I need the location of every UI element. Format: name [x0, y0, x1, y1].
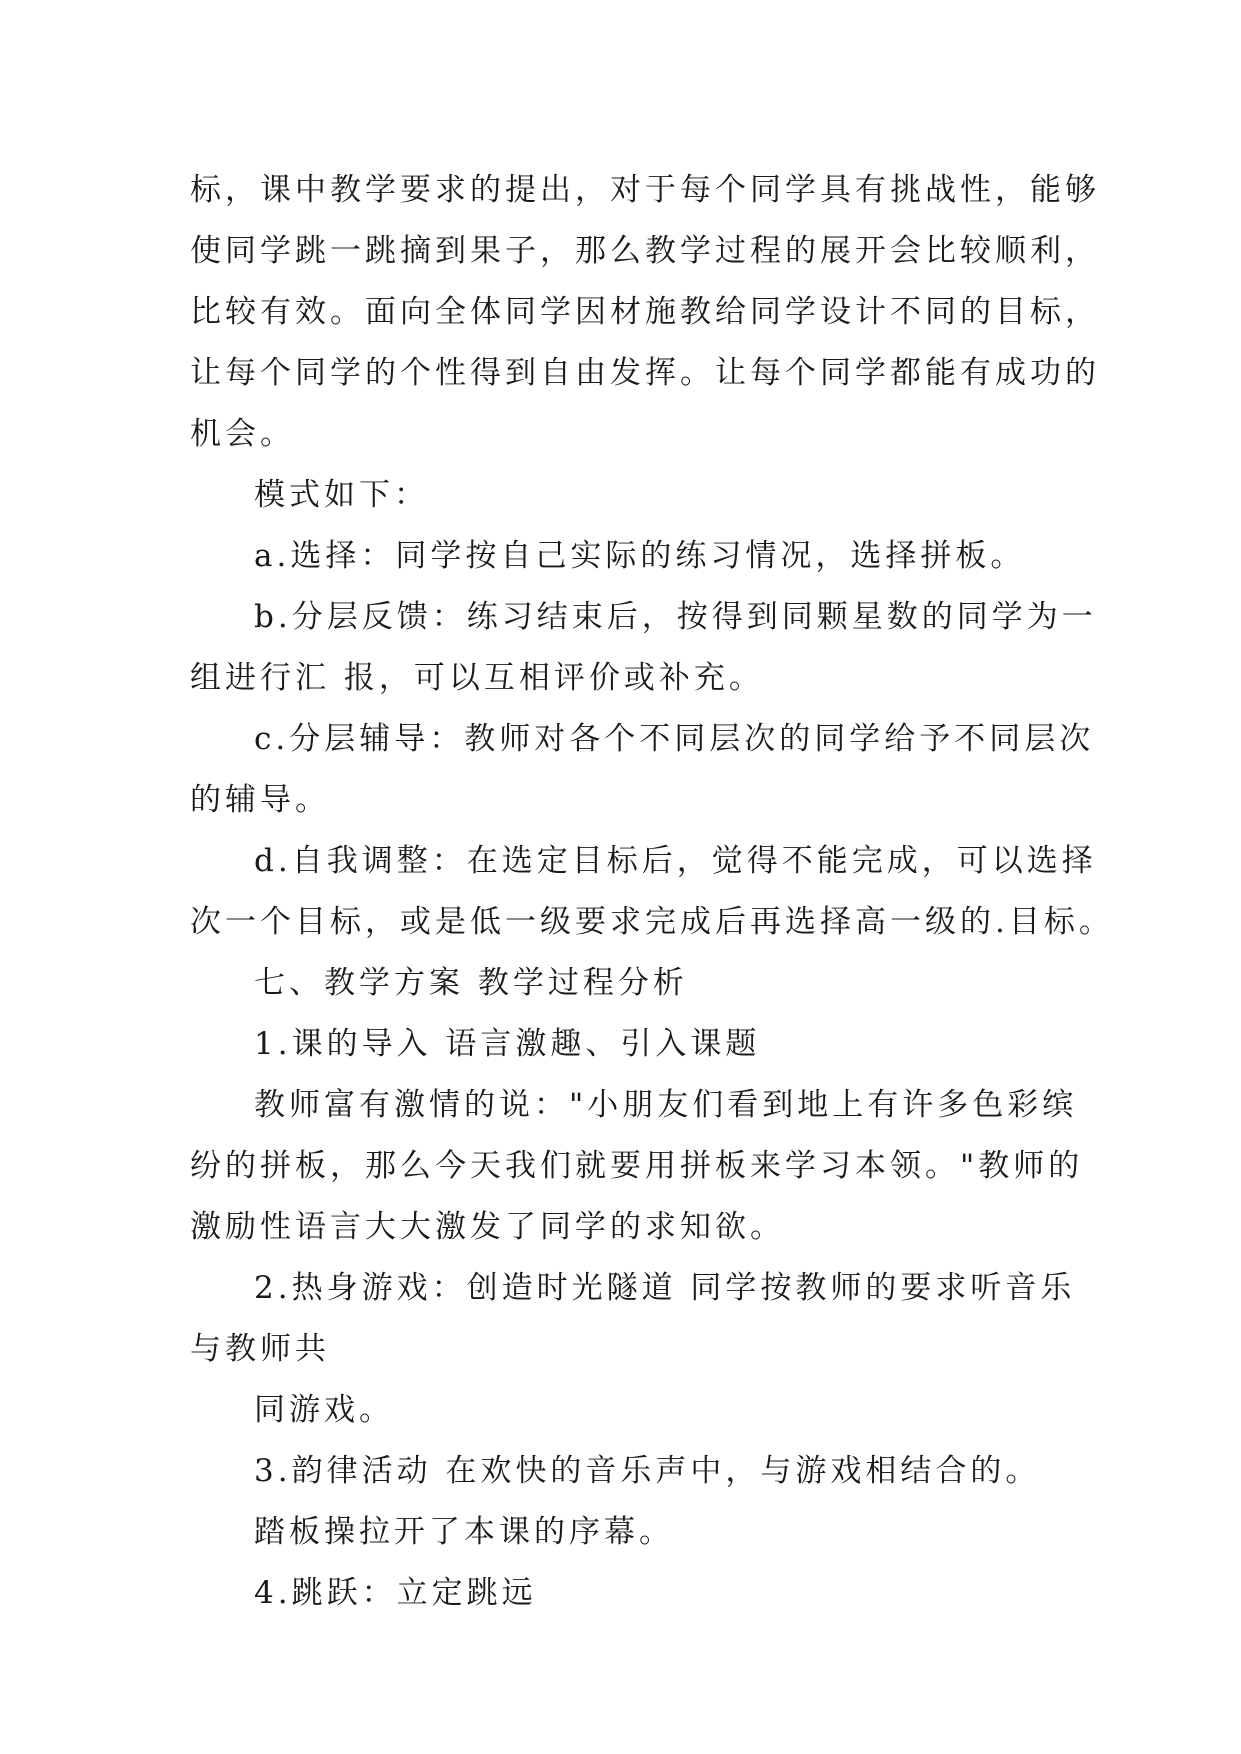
text-line: b.分层反馈：练习结束后，按得到同颗星数的同学为一 [254, 599, 1097, 635]
text-line: c.分层辅导：教师对各个不同层次的同学给予不同层次 [254, 721, 1095, 757]
text-line: 教师富有激情的说："小朋友们看到地上有许多色彩缤 [254, 1087, 1078, 1123]
text-line: 的辅导。 [190, 782, 330, 818]
text-line: 组进行汇 报，可以互相评价或补充。 [190, 660, 764, 696]
text-line: 同游戏。 [254, 1392, 394, 1428]
text-line: 次一个目标，或是低一级要求完成后再选择高一级的.目标。 [190, 904, 1114, 940]
text-line: a.选择：同学按自己实际的练习情况，选择拼板。 [254, 538, 1026, 574]
text-line: 1.课的导入 语言激趣、引入课题 [254, 1026, 761, 1062]
section-heading: 七、教学方案 教学过程分析 [254, 965, 688, 1001]
text-line: d.自我调整：在选定目标后，觉得不能完成，可以选择 [254, 843, 1097, 879]
text-line: 踏板操拉开了本课的序幕。 [254, 1514, 674, 1550]
text-line: 标，课中教学要求的提出，对于每个同学具有挑战性，能够 [190, 172, 1100, 208]
text-line: 纷的拼板，那么今天我们就要用拼板来学习本领。"教师的 [190, 1148, 1084, 1184]
text-line: 机会。 [190, 416, 295, 452]
document-body [190, 160, 1114, 1624]
text-line: 4.跳跃：立定跳远 [254, 1575, 537, 1611]
text-line: 3.韵律活动 在欢快的音乐声中，与游戏相结合的。 [254, 1453, 1041, 1489]
text-line: 2.热身游戏：创造时光隧道 同学按教师的要求听音乐 [254, 1270, 1076, 1306]
text-line: 让每个同学的个性得到自由发挥。让每个同学都能有成功的 [190, 355, 1100, 391]
text-line: 比较有效。面向全体同学因材施教给同学设计不同的目标， [190, 294, 1100, 330]
text-line: 使同学跳一跳摘到果子，那么教学过程的展开会比较顺利， [190, 233, 1100, 269]
text-line: 模式如下： [254, 477, 429, 513]
text-line: 与教师共 [190, 1331, 330, 1367]
text-line: 激励性语言大大激发了同学的求知欲。 [190, 1209, 785, 1245]
